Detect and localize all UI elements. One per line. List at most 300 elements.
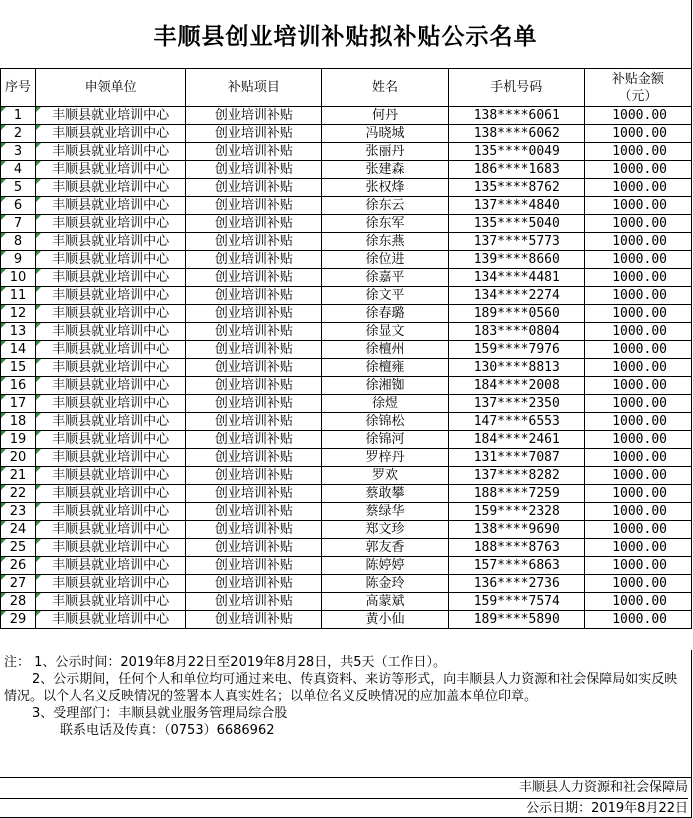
row-no-cell[interactable] (1, 197, 36, 215)
row-project-cell[interactable] (186, 593, 322, 611)
header-unit: 申领单位 (36, 69, 186, 107)
row-no-cell-text: 26 (9, 558, 27, 573)
row-project-cell[interactable] (186, 521, 322, 539)
row-name-cell[interactable] (322, 341, 448, 359)
row-unit-cell[interactable] (36, 323, 186, 341)
row-project-cell[interactable] (186, 575, 322, 593)
row-amount-cell[interactable] (584, 611, 691, 629)
row-no-cell[interactable] (1, 521, 36, 539)
row-name-cell[interactable] (322, 593, 448, 611)
row-amount-cell[interactable] (584, 197, 691, 215)
row-project-cell[interactable] (186, 539, 322, 557)
row-phone-cell[interactable] (448, 431, 584, 449)
cell-marker-icon (1, 575, 6, 580)
row-no-cell[interactable] (1, 287, 36, 305)
row-no-cell-text: 7 (13, 216, 23, 231)
row-amount-cell[interactable] (584, 251, 691, 269)
row-phone-cell-text: 159****2328 (473, 504, 560, 519)
row-no-cell[interactable] (1, 107, 36, 125)
row-no-cell[interactable] (1, 305, 36, 323)
row-project-cell[interactable] (186, 305, 322, 323)
row-phone-cell[interactable] (448, 539, 584, 557)
row-amount-cell[interactable] (584, 233, 691, 251)
row-unit-cell[interactable] (36, 377, 186, 395)
row-unit-cell[interactable] (36, 161, 186, 179)
row-phone-cell[interactable] (448, 233, 584, 251)
footer (0, 778, 692, 818)
row-name-cell[interactable] (322, 539, 448, 557)
row-name-cell[interactable] (322, 107, 448, 125)
row-no-cell[interactable] (1, 125, 36, 143)
row-amount-cell-text: 1000.00 (612, 378, 667, 393)
cell-marker-icon (1, 377, 6, 382)
row-unit-cell[interactable] (36, 593, 186, 611)
row-name-cell[interactable] (322, 485, 448, 503)
row-phone-cell-text: 137****2350 (473, 396, 560, 411)
row-phone-cell-text: 183****0804 (473, 324, 560, 339)
row-project-cell[interactable] (186, 359, 322, 377)
row-name-cell[interactable] (322, 161, 448, 179)
row-name-cell[interactable] (322, 179, 448, 197)
row-unit-cell[interactable] (36, 413, 186, 431)
row-project-cell[interactable] (186, 233, 322, 251)
row-no-cell-text: 25 (9, 540, 27, 555)
row-amount-cell[interactable] (584, 431, 691, 449)
row-unit-cell[interactable] (36, 305, 186, 323)
table-row (1, 467, 692, 485)
row-amount-cell-text: 1000.00 (612, 594, 667, 609)
row-no-cell[interactable] (1, 449, 36, 467)
row-name-cell[interactable] (322, 521, 448, 539)
row-name-cell[interactable] (322, 413, 448, 431)
cell-marker-icon (36, 521, 41, 526)
row-amount-cell[interactable] (584, 107, 691, 125)
row-unit-cell[interactable] (36, 269, 186, 287)
row-no-cell-text: 11 (9, 288, 27, 303)
row-project-cell[interactable] (186, 179, 322, 197)
row-name-cell-text: 郑文珍 (365, 522, 405, 537)
row-name-cell-text: 罗梓丹 (365, 450, 405, 465)
row-project-cell[interactable] (186, 557, 322, 575)
row-amount-cell-text: 1000.00 (612, 288, 667, 303)
cell-marker-icon (36, 359, 41, 364)
row-unit-cell[interactable] (36, 503, 186, 521)
row-project-cell[interactable] (186, 467, 322, 485)
row-name-cell-text: 徐锦河 (365, 432, 405, 447)
row-amount-cell-text: 1000.00 (612, 216, 667, 231)
note-time: 注： 1、公示时间：2019年8月22日至2019年8月28日，共5天（工作日）。 (4, 655, 446, 670)
row-phone-cell[interactable] (448, 359, 584, 377)
row-no-cell[interactable] (1, 233, 36, 251)
cell-marker-icon (36, 143, 41, 148)
header-row (1, 69, 692, 107)
row-name-cell[interactable] (322, 125, 448, 143)
row-amount-cell[interactable] (584, 323, 691, 341)
row-name-cell-text: 徐东燕 (365, 234, 405, 249)
row-project-cell[interactable] (186, 341, 322, 359)
row-project-cell[interactable] (186, 449, 322, 467)
row-project-cell[interactable] (186, 377, 322, 395)
row-unit-cell[interactable] (36, 611, 186, 629)
row-name-cell-text: 高蒙斌 (365, 594, 405, 609)
table-row (1, 359, 692, 377)
row-amount-cell[interactable] (584, 305, 691, 323)
row-no-cell-text: 12 (9, 306, 27, 321)
row-no-cell-text: 17 (9, 396, 27, 411)
row-phone-cell[interactable] (448, 251, 584, 269)
row-no-cell[interactable] (1, 341, 36, 359)
row-amount-cell-text: 1000.00 (612, 432, 667, 447)
row-unit-cell[interactable] (36, 557, 186, 575)
row-unit-cell-text: 丰顺县就业培训中心 (52, 360, 170, 375)
row-project-cell-text: 创业培训补贴 (214, 252, 293, 267)
row-no-cell-text: 4 (13, 162, 23, 177)
row-phone-cell[interactable] (448, 143, 584, 161)
table-row (1, 107, 692, 125)
row-phone-cell[interactable] (448, 161, 584, 179)
row-unit-cell-text: 丰顺县就业培训中心 (52, 270, 170, 285)
row-name-cell[interactable] (322, 305, 448, 323)
row-no-cell[interactable] (1, 359, 36, 377)
row-project-cell[interactable] (186, 107, 322, 125)
table-row (1, 377, 692, 395)
row-project-cell[interactable] (186, 323, 322, 341)
row-phone-cell[interactable] (448, 287, 584, 305)
table-row (1, 593, 692, 611)
row-phone-cell-text: 159****7976 (473, 342, 560, 357)
row-name-cell[interactable] (322, 143, 448, 161)
row-project-cell-text: 创业培训补贴 (214, 342, 293, 357)
row-amount-cell[interactable] (584, 485, 691, 503)
table-row (1, 503, 692, 521)
table-row (1, 233, 692, 251)
row-project-cell-text: 创业培训补贴 (214, 576, 293, 591)
row-unit-cell-text: 丰顺县就业培训中心 (52, 198, 170, 213)
row-no-cell[interactable] (1, 575, 36, 593)
row-unit-cell[interactable] (36, 431, 186, 449)
row-project-cell[interactable] (186, 269, 322, 287)
cell-marker-icon (1, 323, 6, 328)
row-amount-cell[interactable] (584, 269, 691, 287)
cell-marker-icon (1, 125, 6, 130)
row-amount-cell[interactable] (584, 539, 691, 557)
row-unit-cell[interactable] (36, 251, 186, 269)
row-amount-cell[interactable] (584, 287, 691, 305)
row-amount-cell[interactable] (584, 161, 691, 179)
row-phone-cell[interactable] (448, 377, 584, 395)
row-no-cell[interactable] (1, 143, 36, 161)
row-amount-cell-text: 1000.00 (612, 576, 667, 591)
table-row (1, 431, 692, 449)
row-name-cell[interactable] (322, 287, 448, 305)
row-amount-cell[interactable] (584, 557, 691, 575)
row-name-cell[interactable] (322, 377, 448, 395)
row-no-cell[interactable] (1, 323, 36, 341)
row-project-cell-text: 创业培训补贴 (214, 234, 293, 249)
row-amount-cell[interactable] (584, 125, 691, 143)
table-row (1, 197, 692, 215)
row-no-cell-text: 29 (9, 612, 27, 627)
row-name-cell[interactable] (322, 323, 448, 341)
row-phone-cell[interactable] (448, 341, 584, 359)
row-project-cell-text: 创业培训补贴 (214, 216, 293, 231)
row-unit-cell[interactable] (36, 233, 186, 251)
row-amount-cell-text: 1000.00 (612, 486, 667, 501)
row-name-cell-text: 徐春璐 (365, 306, 405, 321)
row-unit-cell-text: 丰顺县就业培训中心 (52, 576, 170, 591)
row-unit-cell[interactable] (36, 575, 186, 593)
row-phone-cell[interactable] (448, 305, 584, 323)
row-amount-cell[interactable] (584, 215, 691, 233)
row-phone-cell-text: 136****2736 (473, 576, 560, 591)
row-phone-cell[interactable] (448, 557, 584, 575)
row-phone-cell[interactable] (448, 197, 584, 215)
table-row (1, 251, 692, 269)
row-name-cell-text: 徐锦松 (365, 414, 405, 429)
row-amount-cell[interactable] (584, 377, 691, 395)
row-name-cell-text: 蔡敢攀 (365, 486, 405, 501)
cell-marker-icon (36, 395, 41, 400)
row-no-cell[interactable] (1, 395, 36, 413)
row-project-cell[interactable] (186, 611, 322, 629)
row-amount-cell-text: 1000.00 (612, 522, 667, 537)
row-amount-cell[interactable] (584, 467, 691, 485)
row-name-cell[interactable] (322, 467, 448, 485)
row-phone-cell[interactable] (448, 107, 584, 125)
row-name-cell[interactable] (322, 197, 448, 215)
row-phone-cell-text: 139****8660 (473, 252, 560, 267)
row-unit-cell[interactable] (36, 359, 186, 377)
row-unit-cell-text: 丰顺县就业培训中心 (52, 144, 170, 159)
row-unit-cell[interactable] (36, 179, 186, 197)
row-phone-cell[interactable] (448, 503, 584, 521)
row-project-cell[interactable] (186, 485, 322, 503)
row-project-cell[interactable] (186, 431, 322, 449)
row-phone-cell-text: 138****6061 (473, 108, 560, 123)
row-amount-cell[interactable] (584, 395, 691, 413)
row-project-cell[interactable] (186, 251, 322, 269)
row-unit-cell[interactable] (36, 341, 186, 359)
row-amount-cell[interactable] (584, 593, 691, 611)
row-no-cell[interactable] (1, 161, 36, 179)
row-no-cell[interactable] (1, 431, 36, 449)
row-unit-cell[interactable] (36, 125, 186, 143)
row-project-cell[interactable] (186, 395, 322, 413)
row-unit-cell-text: 丰顺县就业培训中心 (52, 306, 170, 321)
row-amount-cell-text: 1000.00 (612, 468, 667, 483)
cell-marker-icon (1, 593, 6, 598)
footer-issuer: 丰顺县人力资源和社会保障局 (0, 778, 688, 799)
row-no-cell-text: 23 (9, 504, 27, 519)
row-project-cell-text: 创业培训补贴 (214, 306, 293, 321)
row-amount-cell-text: 1000.00 (612, 162, 667, 177)
row-name-cell[interactable] (322, 431, 448, 449)
row-project-cell-text: 创业培训补贴 (214, 432, 293, 447)
row-no-cell-text: 8 (13, 234, 23, 249)
row-unit-cell[interactable] (36, 107, 186, 125)
row-project-cell[interactable] (186, 125, 322, 143)
row-unit-cell[interactable] (36, 143, 186, 161)
row-name-cell[interactable] (322, 557, 448, 575)
row-project-cell[interactable] (186, 503, 322, 521)
row-no-cell[interactable] (1, 557, 36, 575)
row-no-cell[interactable] (1, 377, 36, 395)
row-phone-cell[interactable] (448, 413, 584, 431)
row-unit-cell-text: 丰顺县就业培训中心 (52, 468, 170, 483)
notes-section (0, 650, 692, 778)
row-unit-cell[interactable] (36, 449, 186, 467)
row-no-cell[interactable] (1, 485, 36, 503)
cell-marker-icon (36, 197, 41, 202)
row-phone-cell[interactable] (448, 521, 584, 539)
row-project-cell-text: 创业培训补贴 (214, 162, 293, 177)
row-unit-cell-text: 丰顺县就业培训中心 (52, 162, 170, 177)
note-contact: 联系电话及传真：（0753）6686962 (60, 723, 275, 738)
row-phone-cell[interactable] (448, 575, 584, 593)
row-phone-cell[interactable] (448, 449, 584, 467)
row-name-cell-text: 徐煜 (372, 396, 399, 411)
row-name-cell-text: 徐东军 (365, 216, 405, 231)
cell-marker-icon (36, 305, 41, 310)
row-no-cell[interactable] (1, 467, 36, 485)
row-name-cell[interactable] (322, 575, 448, 593)
row-project-cell-text: 创业培训补贴 (214, 468, 293, 483)
row-project-cell-text: 创业培训补贴 (214, 198, 293, 213)
note-feedback: 2、公示期间，任何个人和单位均可通过来电、传真资料、来访等形式，向丰顺县人力资源和社会保障局如实反映情况。以个人名义反映情况的签署本人真实姓名；以单位名义反映情况的应加盖本单位印章。 (4, 672, 678, 704)
cell-marker-icon (1, 431, 6, 436)
row-phone-cell[interactable] (448, 269, 584, 287)
row-unit-cell[interactable] (36, 467, 186, 485)
row-unit-cell[interactable] (36, 215, 186, 233)
row-unit-cell[interactable] (36, 287, 186, 305)
row-amount-cell-text: 1000.00 (612, 324, 667, 339)
row-no-cell[interactable] (1, 215, 36, 233)
row-name-cell[interactable] (322, 215, 448, 233)
row-phone-cell[interactable] (448, 215, 584, 233)
row-project-cell[interactable] (186, 287, 322, 305)
row-unit-cell[interactable] (36, 539, 186, 557)
row-project-cell[interactable] (186, 143, 322, 161)
row-phone-cell-text: 135****5040 (473, 216, 560, 231)
row-project-cell[interactable] (186, 161, 322, 179)
cell-marker-icon (36, 233, 41, 238)
row-amount-cell-text: 1000.00 (612, 270, 667, 285)
row-name-cell-text: 罗欢 (372, 468, 399, 483)
row-phone-cell[interactable] (448, 323, 584, 341)
row-no-cell[interactable] (1, 503, 36, 521)
row-project-cell-text: 创业培训补贴 (214, 324, 293, 339)
row-amount-cell[interactable] (584, 521, 691, 539)
row-amount-cell[interactable] (584, 503, 691, 521)
row-name-cell[interactable] (322, 251, 448, 269)
row-no-cell-text: 13 (9, 324, 27, 339)
row-amount-cell[interactable] (584, 359, 691, 377)
row-no-cell[interactable] (1, 251, 36, 269)
row-name-cell[interactable] (322, 269, 448, 287)
row-project-cell[interactable] (186, 197, 322, 215)
row-name-cell[interactable] (322, 503, 448, 521)
row-project-cell[interactable] (186, 215, 322, 233)
row-phone-cell-text: 188****7259 (473, 486, 560, 501)
table-row (1, 161, 692, 179)
row-unit-cell-text: 丰顺县就业培训中心 (52, 396, 170, 411)
table-row (1, 215, 692, 233)
row-name-cell-text: 蔡绿华 (365, 504, 405, 519)
cell-marker-icon (1, 215, 6, 220)
row-phone-cell-text: 147****6553 (473, 414, 560, 429)
row-amount-cell-text: 1000.00 (612, 180, 667, 195)
row-amount-cell[interactable] (584, 179, 691, 197)
row-project-cell-text: 创业培训补贴 (214, 612, 293, 627)
cell-marker-icon (36, 557, 41, 562)
row-name-cell-text: 陈金玲 (365, 576, 405, 591)
row-project-cell-text: 创业培训补贴 (214, 522, 293, 537)
cell-marker-icon (1, 539, 6, 544)
row-name-cell-text: 陈婷婷 (365, 558, 405, 573)
row-no-cell[interactable] (1, 539, 36, 557)
row-no-cell-text: 18 (9, 414, 27, 429)
row-no-cell[interactable] (1, 179, 36, 197)
row-no-cell[interactable] (1, 611, 36, 629)
row-phone-cell[interactable] (448, 179, 584, 197)
cell-marker-icon (1, 305, 6, 310)
row-unit-cell[interactable] (36, 395, 186, 413)
row-amount-cell[interactable] (584, 575, 691, 593)
table-row (1, 287, 692, 305)
table-row (1, 557, 692, 575)
row-unit-cell-text: 丰顺县就业培训中心 (52, 558, 170, 573)
row-amount-cell[interactable] (584, 341, 691, 359)
row-name-cell[interactable] (322, 449, 448, 467)
row-name-cell[interactable] (322, 233, 448, 251)
row-unit-cell-text: 丰顺县就业培训中心 (52, 216, 170, 231)
row-phone-cell[interactable] (448, 593, 584, 611)
cell-marker-icon (36, 539, 41, 544)
row-unit-cell[interactable] (36, 521, 186, 539)
row-project-cell-text: 创业培训补贴 (214, 540, 293, 555)
row-unit-cell-text: 丰顺县就业培训中心 (52, 486, 170, 501)
row-amount-cell[interactable] (584, 413, 691, 431)
row-name-cell[interactable] (322, 611, 448, 629)
row-no-cell[interactable] (1, 269, 36, 287)
cell-marker-icon (36, 215, 41, 220)
row-unit-cell[interactable] (36, 485, 186, 503)
row-amount-cell-text: 1000.00 (612, 306, 667, 321)
row-amount-cell-text: 1000.00 (612, 612, 667, 627)
row-phone-cell[interactable] (448, 485, 584, 503)
row-no-cell[interactable] (1, 413, 36, 431)
row-amount-cell-text: 1000.00 (612, 558, 667, 573)
row-no-cell[interactable] (1, 593, 36, 611)
row-name-cell[interactable] (322, 395, 448, 413)
row-amount-cell[interactable] (584, 449, 691, 467)
cell-marker-icon (36, 593, 41, 598)
row-phone-cell[interactable] (448, 467, 584, 485)
row-phone-cell[interactable] (448, 395, 584, 413)
row-unit-cell-text: 丰顺县就业培训中心 (52, 594, 170, 609)
row-amount-cell[interactable] (584, 143, 691, 161)
row-unit-cell[interactable] (36, 197, 186, 215)
cell-marker-icon (36, 431, 41, 436)
table-row (1, 521, 692, 539)
row-project-cell[interactable] (186, 413, 322, 431)
row-phone-cell[interactable] (448, 611, 584, 629)
row-project-cell-text: 创业培训补贴 (214, 180, 293, 195)
row-unit-cell-text: 丰顺县就业培训中心 (52, 612, 170, 627)
row-phone-cell-text: 184****2461 (473, 432, 560, 447)
row-name-cell[interactable] (322, 359, 448, 377)
row-phone-cell[interactable] (448, 125, 584, 143)
